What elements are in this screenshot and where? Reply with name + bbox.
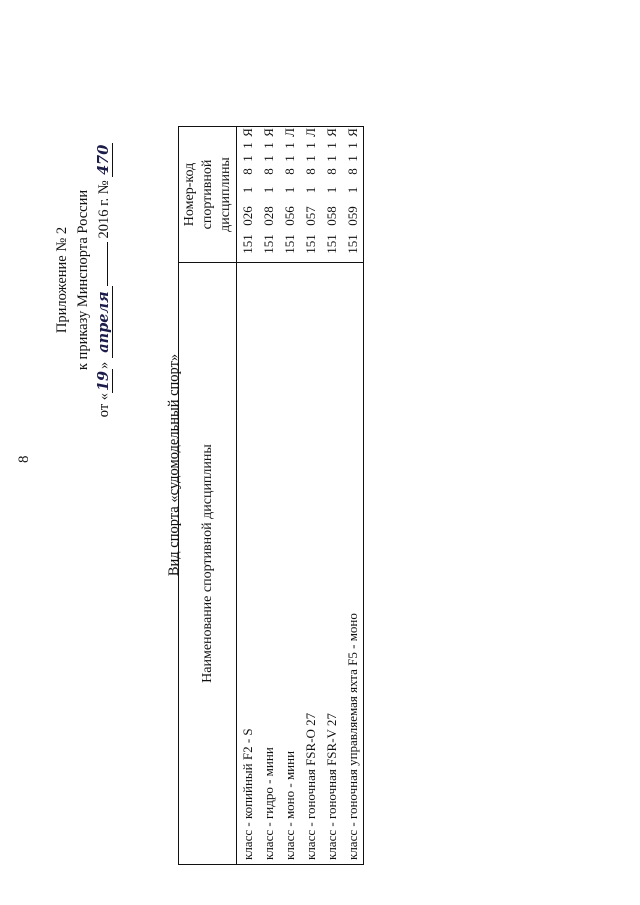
order-year-number: 2016 г. №: [96, 180, 112, 239]
discipline-name: класс - гоночная управляемая яхта F5 - моно: [342, 263, 364, 865]
discipline-code: 1510561811Л: [279, 127, 300, 263]
discipline-code: 1510281811Я: [258, 127, 279, 263]
table-row: [279, 127, 300, 865]
table-row: [300, 127, 321, 865]
appendix-title: Приложение № 2: [54, 226, 70, 334]
table-row: [342, 127, 364, 865]
table-row: [237, 127, 259, 865]
appendix-order-reference: к приказу Минспорта России: [75, 189, 91, 371]
disciplines-table: [178, 126, 364, 865]
appendix-date-line: [94, 115, 115, 445]
table-row: [321, 127, 342, 865]
date-prefix: от «: [96, 392, 112, 418]
discipline-code: 1510571811Л: [300, 127, 321, 263]
sport-title: Вид спорта «судомодельный спорт»: [166, 353, 182, 577]
discipline-name: класс - моно - мини: [279, 263, 300, 865]
appendix-header: [52, 115, 115, 445]
discipline-code: 1510261811Я: [237, 127, 259, 263]
handwritten-day: 19: [95, 370, 112, 392]
discipline-name: класс - гоночная FSR-V 27: [321, 263, 342, 865]
discipline-name: класс - гоночная FSR-O 27: [300, 263, 321, 865]
table-row: [258, 127, 279, 865]
handwritten-order-number: 470: [95, 144, 112, 175]
handwritten-month: апреля: [95, 286, 113, 358]
column-header-name: Наименование спортивной дисциплины: [179, 263, 237, 865]
discipline-code: 1510581811Я: [321, 127, 342, 263]
column-header-code: Номер-код спортивной дисциплины: [179, 127, 237, 263]
discipline-name: класс - копийный F2 - S: [237, 263, 259, 865]
date-quote: »: [96, 361, 112, 369]
page-number: 8: [16, 455, 32, 463]
date-blank-line: [107, 242, 108, 286]
discipline-code: 1510591811Я: [342, 127, 364, 263]
discipline-name: класс - гидро - мини: [258, 263, 279, 865]
